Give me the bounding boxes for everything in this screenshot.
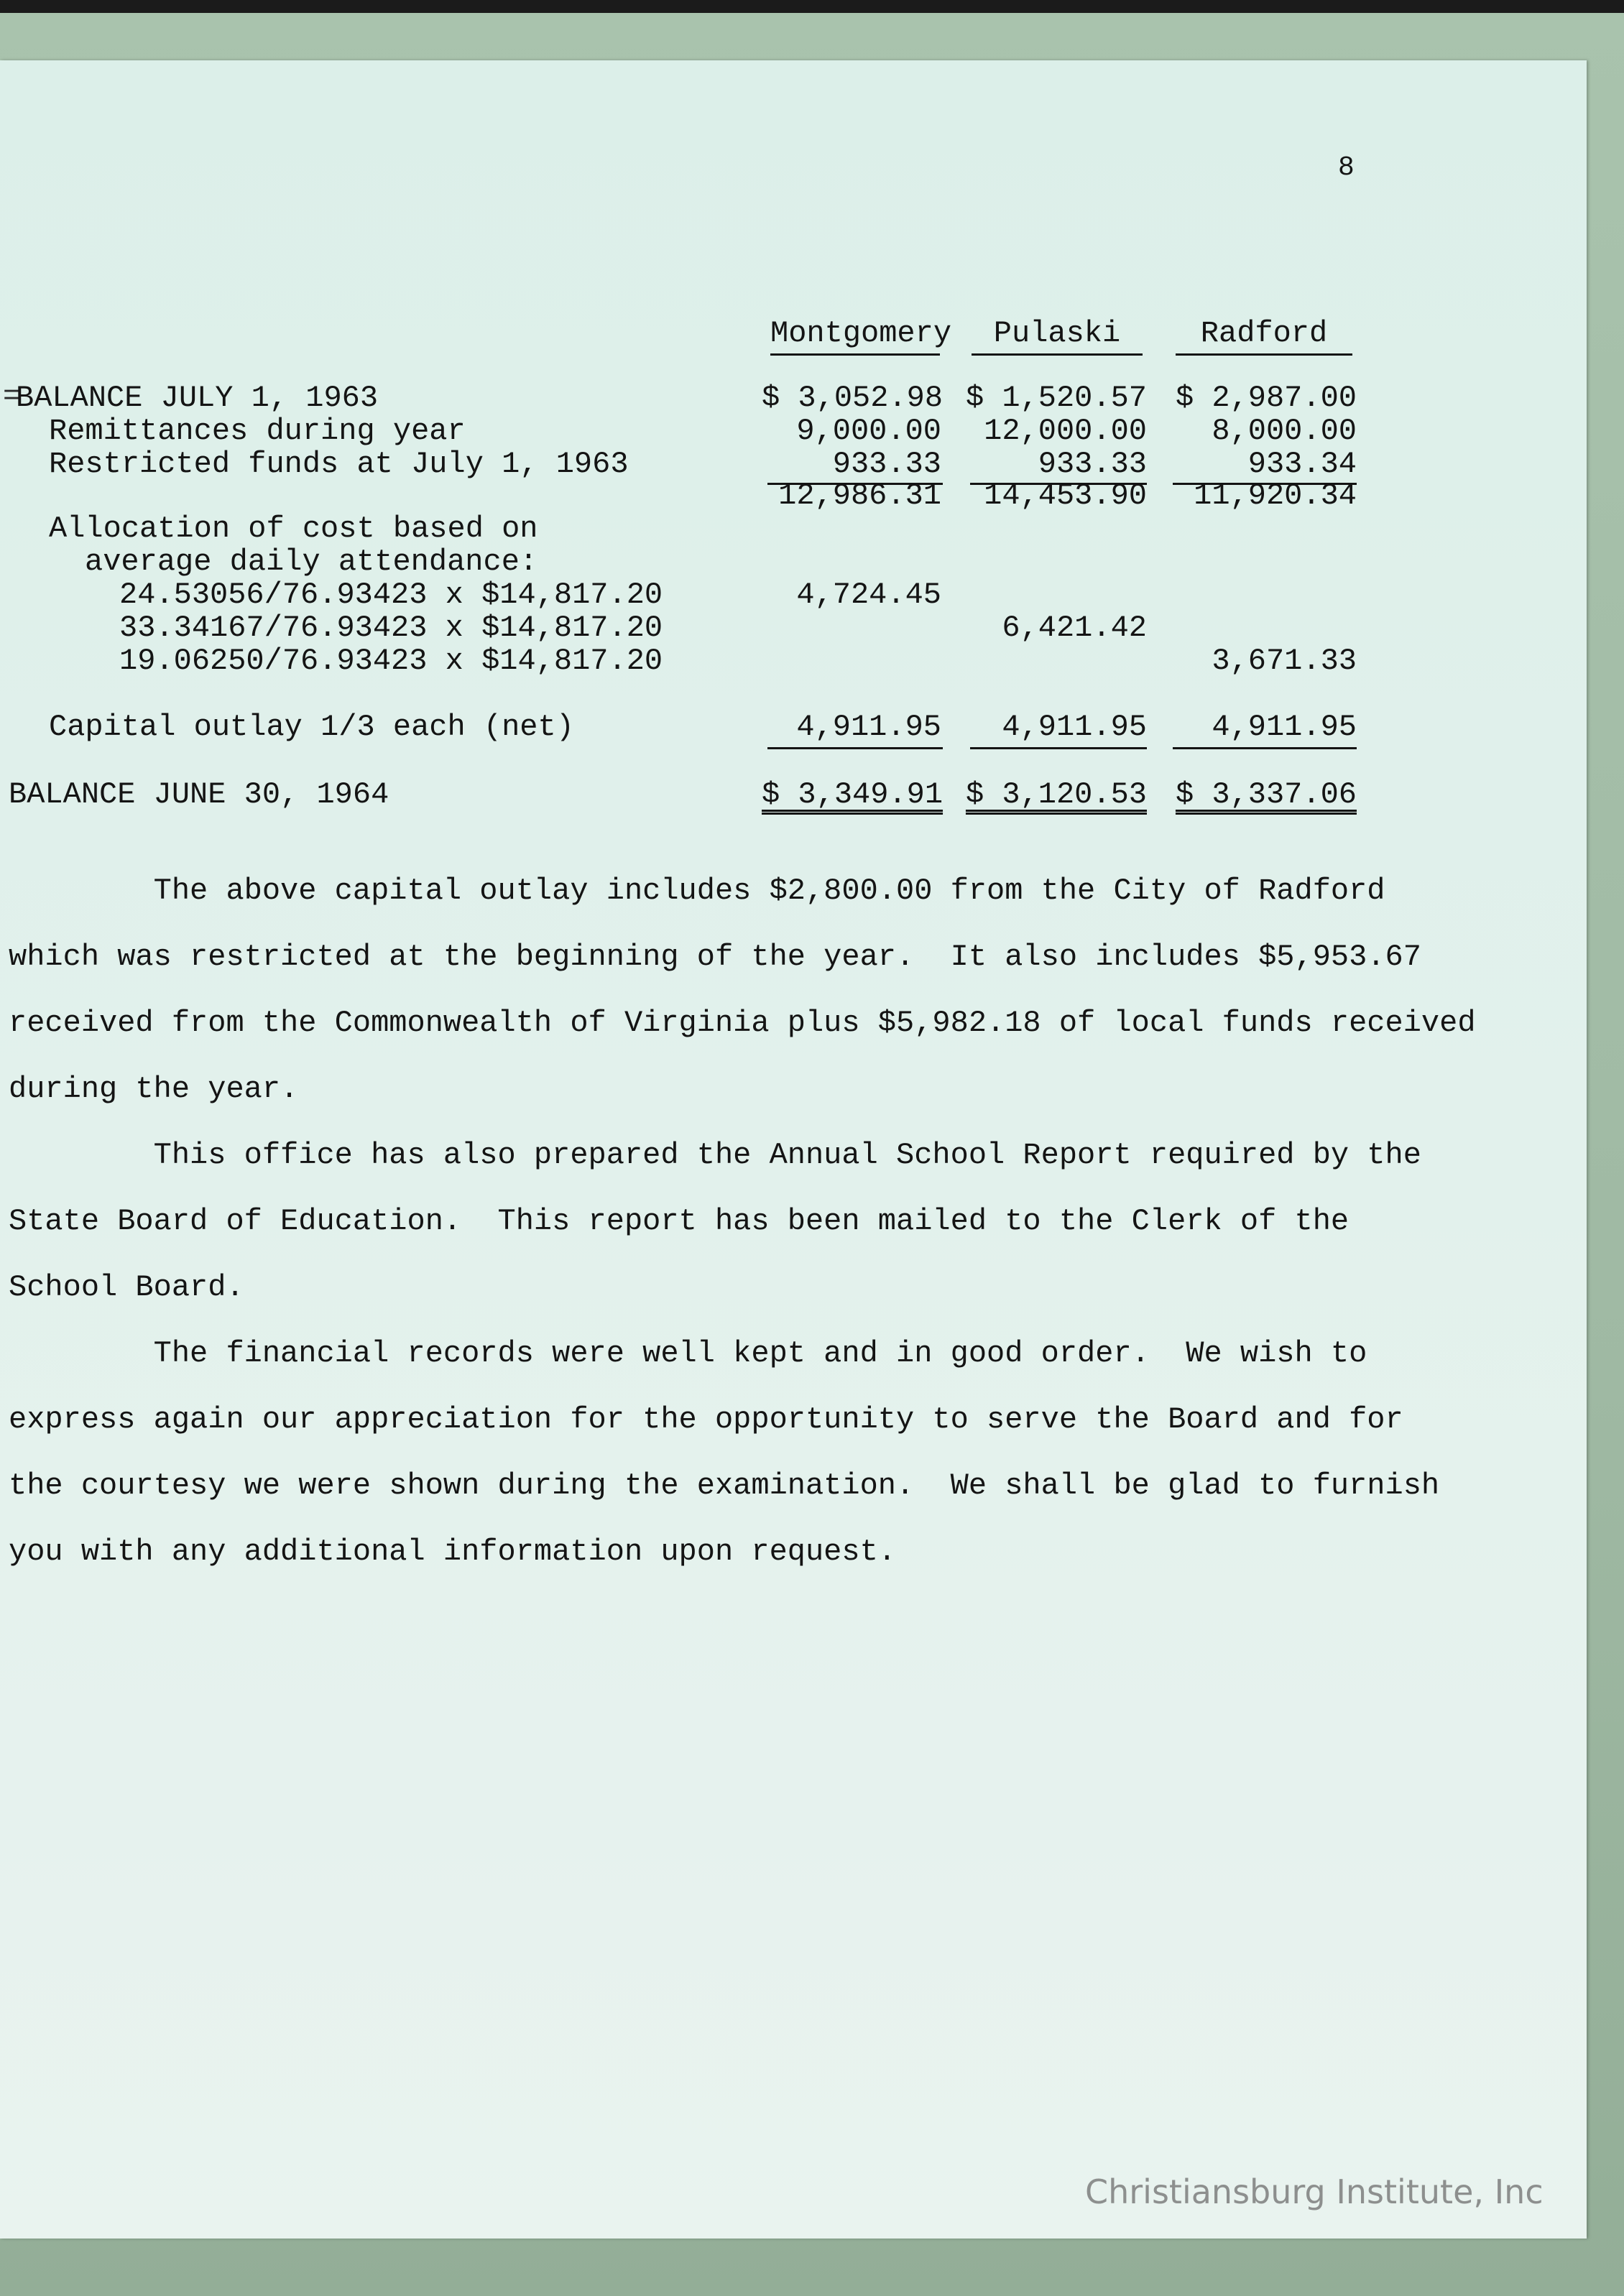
- allocation-row-label: 24.53056/76.93423 x $14,817.20: [119, 578, 663, 612]
- opening-balance-montgomery: $ 3,052.98: [762, 381, 944, 415]
- opening-balance-label: BALANCE JULY 1, 1963: [16, 381, 379, 415]
- subtotal-montgomery: 12,986.31: [778, 478, 941, 513]
- allocation-radford: 3,671.33: [1212, 644, 1357, 678]
- capital-outlay-pulaski: 4,911.95: [1002, 710, 1147, 744]
- allocation-label-line2: average daily attendance:: [85, 545, 538, 579]
- paragraph-line: received from the Commonwealth of Virginia plus $5,982.18 of local funds received: [9, 1006, 1476, 1040]
- paragraph-line: The financial records were well kept and in good order. We wish to: [9, 1336, 1367, 1371]
- page-number: 8: [1338, 152, 1355, 183]
- document-page: [0, 60, 1587, 2239]
- watermark: Christiansburg Institute, Inc: [1085, 2172, 1544, 2211]
- column-header-pulaski: Pulaski: [972, 316, 1143, 356]
- margin-mark: =: [3, 381, 21, 413]
- allocation-pulaski: 6,421.42: [1002, 611, 1147, 645]
- closing-balance-pulaski: $ 3,120.53: [965, 777, 1147, 812]
- remittances-radford: 8,000.00: [1212, 414, 1357, 448]
- paragraph-line: which was restricted at the beginning of the year. It also includes $5,953.67: [9, 940, 1421, 974]
- paragraph-line: This office has also prepared the Annual School Report required by the: [9, 1138, 1421, 1172]
- restricted-funds-radford: 933.34: [1247, 447, 1357, 481]
- allocation-row-label: 33.34167/76.93423 x $14,817.20: [119, 611, 663, 645]
- paragraph-line: you with any additional information upon request.: [9, 1534, 897, 1569]
- allocation-montgomery: 4,724.45: [796, 578, 941, 612]
- opening-balance-radford: $ 2,987.00: [1175, 381, 1357, 415]
- restricted-funds-montgomery: 933.33: [832, 447, 941, 481]
- paragraph-line: State Board of Education. This report has been mailed to the Clerk of the: [9, 1204, 1350, 1239]
- column-header-radford: Radford: [1176, 316, 1352, 356]
- capital-outlay-radford: 4,911.95: [1212, 710, 1357, 744]
- paragraph-line: express again our appreciation for the opportunity to serve the Board and for: [9, 1402, 1403, 1437]
- restricted-funds-pulaski: 933.33: [1038, 447, 1147, 481]
- paragraph-line: School Board.: [9, 1270, 244, 1305]
- subtotal-radford: 11,920.34: [1194, 478, 1357, 513]
- subtotal-pulaski: 14,453.90: [984, 478, 1147, 513]
- restricted-funds-label: Restricted funds at July 1, 1963: [49, 447, 629, 481]
- paragraph-line: The above capital outlay includes $2,800.00 from the City of Radford: [9, 874, 1385, 908]
- opening-balance-pulaski: $ 1,520.57: [965, 381, 1147, 415]
- paragraph-line: during the year.: [9, 1072, 299, 1106]
- remittances-montgomery: 9,000.00: [796, 414, 941, 448]
- total-rule: [767, 747, 943, 749]
- remittances-label: Remittances during year: [49, 414, 466, 448]
- remittances-pulaski: 12,000.00: [984, 414, 1147, 448]
- total-rule: [1173, 747, 1357, 749]
- capital-outlay-montgomery: 4,911.95: [796, 710, 941, 744]
- closing-balance-label: BALANCE JUNE 30, 1964: [9, 777, 389, 812]
- closing-balance-radford: $ 3,337.06: [1175, 777, 1357, 812]
- capital-outlay-label: Capital outlay 1/3 each (net): [49, 710, 574, 744]
- closing-balance-montgomery: $ 3,349.91: [762, 777, 944, 812]
- allocation-label-line1: Allocation of cost based on: [49, 511, 538, 546]
- total-rule: [970, 747, 1147, 749]
- column-header-montgomery: Montgomery: [770, 316, 940, 356]
- allocation-row-label: 19.06250/76.93423 x $14,817.20: [119, 644, 663, 678]
- paragraph-line: the courtesy we were shown during the examination. We shall be glad to furnish: [9, 1468, 1440, 1503]
